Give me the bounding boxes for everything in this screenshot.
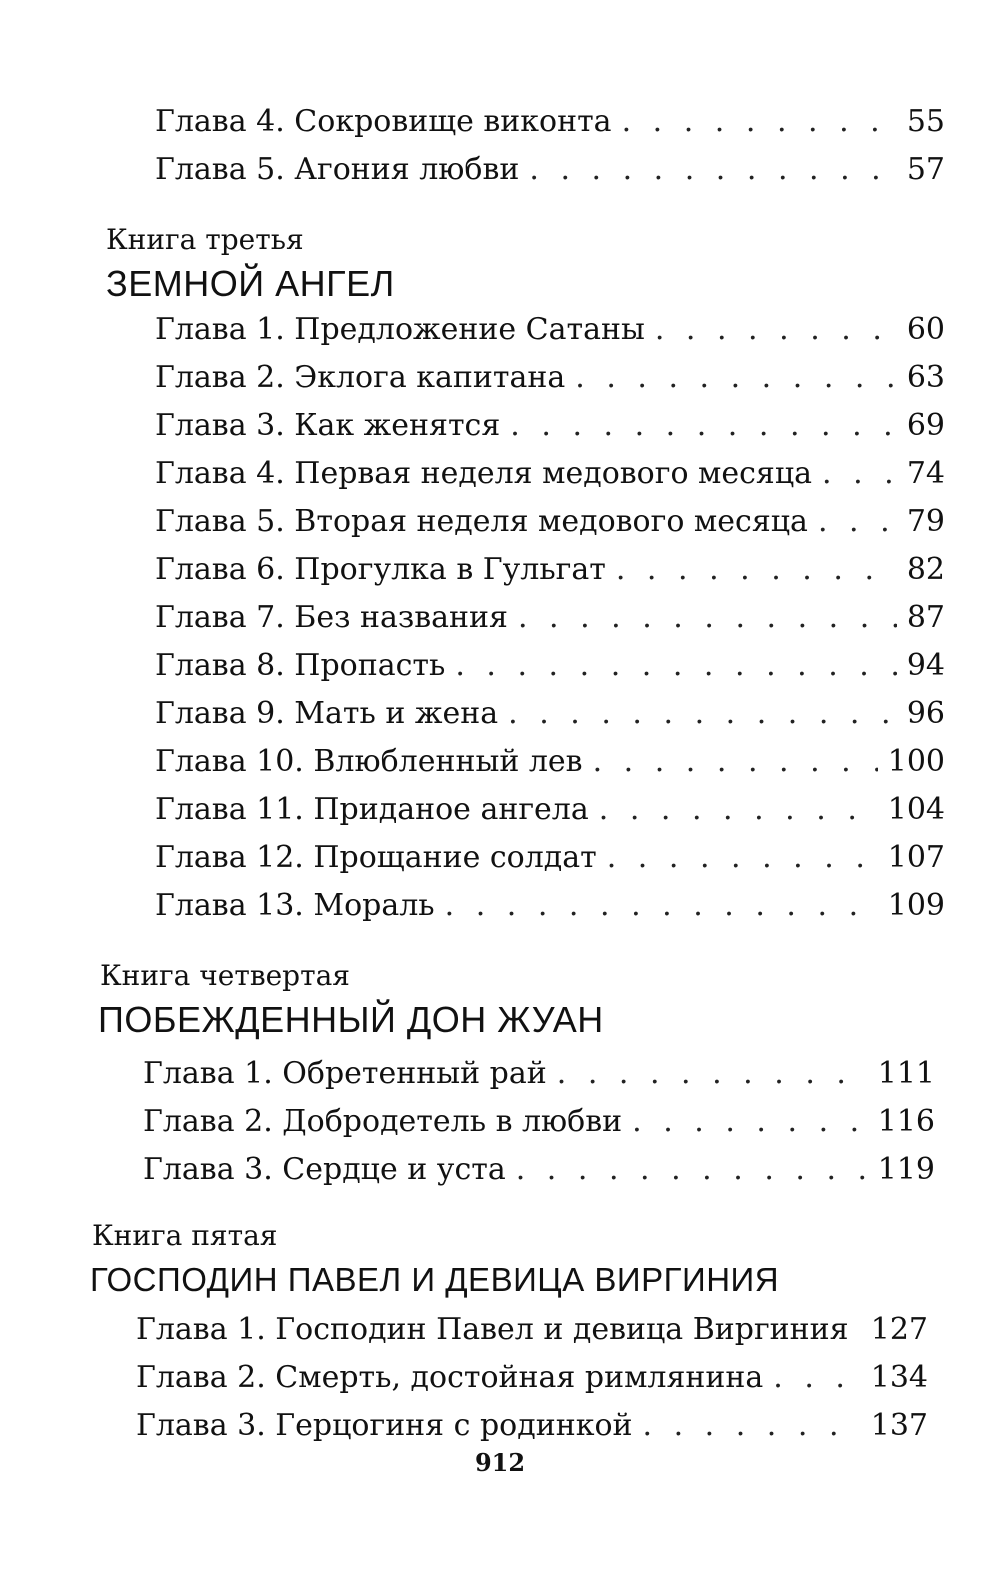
page-number: 134 [870, 1360, 928, 1395]
chapter-title: Эклога капитана [294, 360, 566, 395]
page-number: 60 [906, 312, 945, 347]
dot-leader [616, 546, 897, 594]
chapter-title: Смерть, достойная римлянина [275, 1360, 764, 1395]
dot-leader [822, 450, 897, 498]
chapter-title: Вторая неделя медового месяца [294, 504, 808, 539]
chapter-number: Глава 6. [155, 552, 285, 587]
chapter-number: Глава 8. [155, 648, 285, 683]
page-number: 74 [906, 456, 945, 491]
chapter-title: Предложение Сатаны [294, 312, 645, 347]
book-title: ПОБЕЖДЕННЫЙ ДОН ЖУАН [98, 999, 604, 1040]
chapter-number: Глава 1. [136, 1312, 266, 1347]
chapter-number: Глава 2. [136, 1360, 266, 1395]
chapter-title: Мать и жена [294, 696, 499, 731]
page-number: 127 [870, 1312, 928, 1347]
toc-entry [155, 146, 945, 194]
chapter-title: Первая неделя медового месяца [294, 456, 813, 491]
dot-leader [557, 1050, 868, 1098]
chapter-title: Пропасть [294, 648, 446, 683]
chapter-number: Глава 12. [155, 840, 304, 875]
dot-leader [529, 146, 896, 194]
dot-leader [516, 1146, 868, 1194]
chapter-title: Сердце и уста [282, 1152, 506, 1187]
dot-leader [510, 402, 897, 450]
toc-entry [155, 882, 945, 930]
chapter-number: Глава 7. [155, 600, 285, 635]
page-folio: 912 [474, 1448, 526, 1477]
chapter-title: Обретенный рай [282, 1056, 547, 1091]
toc-entry [136, 1306, 928, 1354]
dot-leader [607, 834, 878, 882]
page-number: 116 [877, 1104, 935, 1139]
page-number: 69 [906, 408, 945, 443]
chapter-number: Глава 1. [155, 312, 285, 347]
dot-leader [632, 1098, 868, 1146]
toc-entry [143, 1050, 935, 1098]
chapter-title: Господин Павел и девица Виргиния [275, 1312, 849, 1347]
page-number: 119 [877, 1152, 935, 1187]
dot-leader [655, 306, 897, 354]
chapter-number: Глава 13. [155, 888, 304, 923]
dot-leader [575, 354, 897, 402]
toc-entry [143, 1146, 935, 1194]
chapter-title: Агония любви [294, 152, 520, 187]
dot-leader [455, 642, 896, 690]
chapter-title: Мораль [313, 888, 435, 923]
toc-entry [155, 834, 945, 882]
chapter-number: Глава 9. [155, 696, 285, 731]
dot-leader [593, 738, 878, 786]
dot-leader [818, 498, 897, 546]
page-number: 63 [906, 360, 945, 395]
chapter-number: Глава 10. [155, 744, 304, 779]
dot-leader [643, 1402, 861, 1450]
chapter-title: Герцогиня с родинкой [275, 1408, 633, 1443]
page-number: 79 [906, 504, 945, 539]
page-number: 107 [887, 840, 945, 875]
page-number: 111 [877, 1056, 935, 1091]
chapter-number: Глава 2. [143, 1104, 273, 1139]
dot-leader [773, 1354, 860, 1402]
book-label: Книга третья [106, 223, 304, 256]
page-number: 109 [887, 888, 945, 923]
page-number: 55 [906, 104, 945, 139]
chapter-title: Прогулка в Гульгат [294, 552, 606, 587]
page-number: 104 [887, 792, 945, 827]
toc-entry [136, 1402, 928, 1450]
book-title: ЗЕМНОЙ АНГЕЛ [106, 263, 395, 304]
toc-entry [155, 546, 945, 594]
toc-entry [155, 786, 945, 834]
chapter-title: Без названия [294, 600, 508, 635]
toc-entry [155, 354, 945, 402]
page-number: 100 [887, 744, 945, 779]
book-label: Книга четвертая [100, 959, 350, 992]
chapter-number: Глава 11. [155, 792, 304, 827]
toc-entry [155, 98, 945, 146]
toc-entry [155, 402, 945, 450]
chapter-number: Глава 4. [155, 456, 285, 491]
page-number: 87 [906, 600, 945, 635]
chapter-number: Глава 3. [136, 1408, 266, 1443]
chapter-title: Приданое ангела [313, 792, 589, 827]
chapter-number: Глава 5. [155, 152, 285, 187]
page-number: 57 [906, 152, 945, 187]
book-title: ГОСПОДИН ПАВЕЛ И ДЕВИЦА ВИРГИНИЯ [90, 1261, 780, 1298]
chapter-title: Прощание солдат [313, 840, 597, 875]
dot-leader [445, 882, 878, 930]
page-number: 82 [906, 552, 945, 587]
dot-leader [859, 1306, 861, 1354]
toc-entry [155, 498, 945, 546]
dot-leader [518, 594, 897, 642]
chapter-number: Глава 2. [155, 360, 285, 395]
toc-entry [143, 1098, 935, 1146]
chapter-title: Влюбленный лев [313, 744, 583, 779]
chapter-number: Глава 5. [155, 504, 285, 539]
page-number: 94 [906, 648, 945, 683]
page-number: 96 [906, 696, 945, 731]
dot-leader [599, 786, 878, 834]
chapter-title: Как женятся [294, 408, 501, 443]
toc-entry [136, 1354, 928, 1402]
chapter-number: Глава 3. [143, 1152, 273, 1187]
toc-entry [155, 738, 945, 786]
chapter-number: Глава 1. [143, 1056, 273, 1091]
toc-entry [155, 450, 945, 498]
toc-entry [155, 642, 945, 690]
chapter-number: Глава 4. [155, 104, 285, 139]
chapter-title: Добродетель в любви [282, 1104, 623, 1139]
page-number: 137 [870, 1408, 928, 1443]
toc-entry [155, 690, 945, 738]
toc-entry [155, 306, 945, 354]
dot-leader [508, 690, 897, 738]
chapter-title: Сокровище виконта [294, 104, 612, 139]
toc-entry [155, 594, 945, 642]
dot-leader [622, 98, 897, 146]
book-label: Книга пятая [92, 1219, 278, 1252]
chapter-number: Глава 3. [155, 408, 285, 443]
